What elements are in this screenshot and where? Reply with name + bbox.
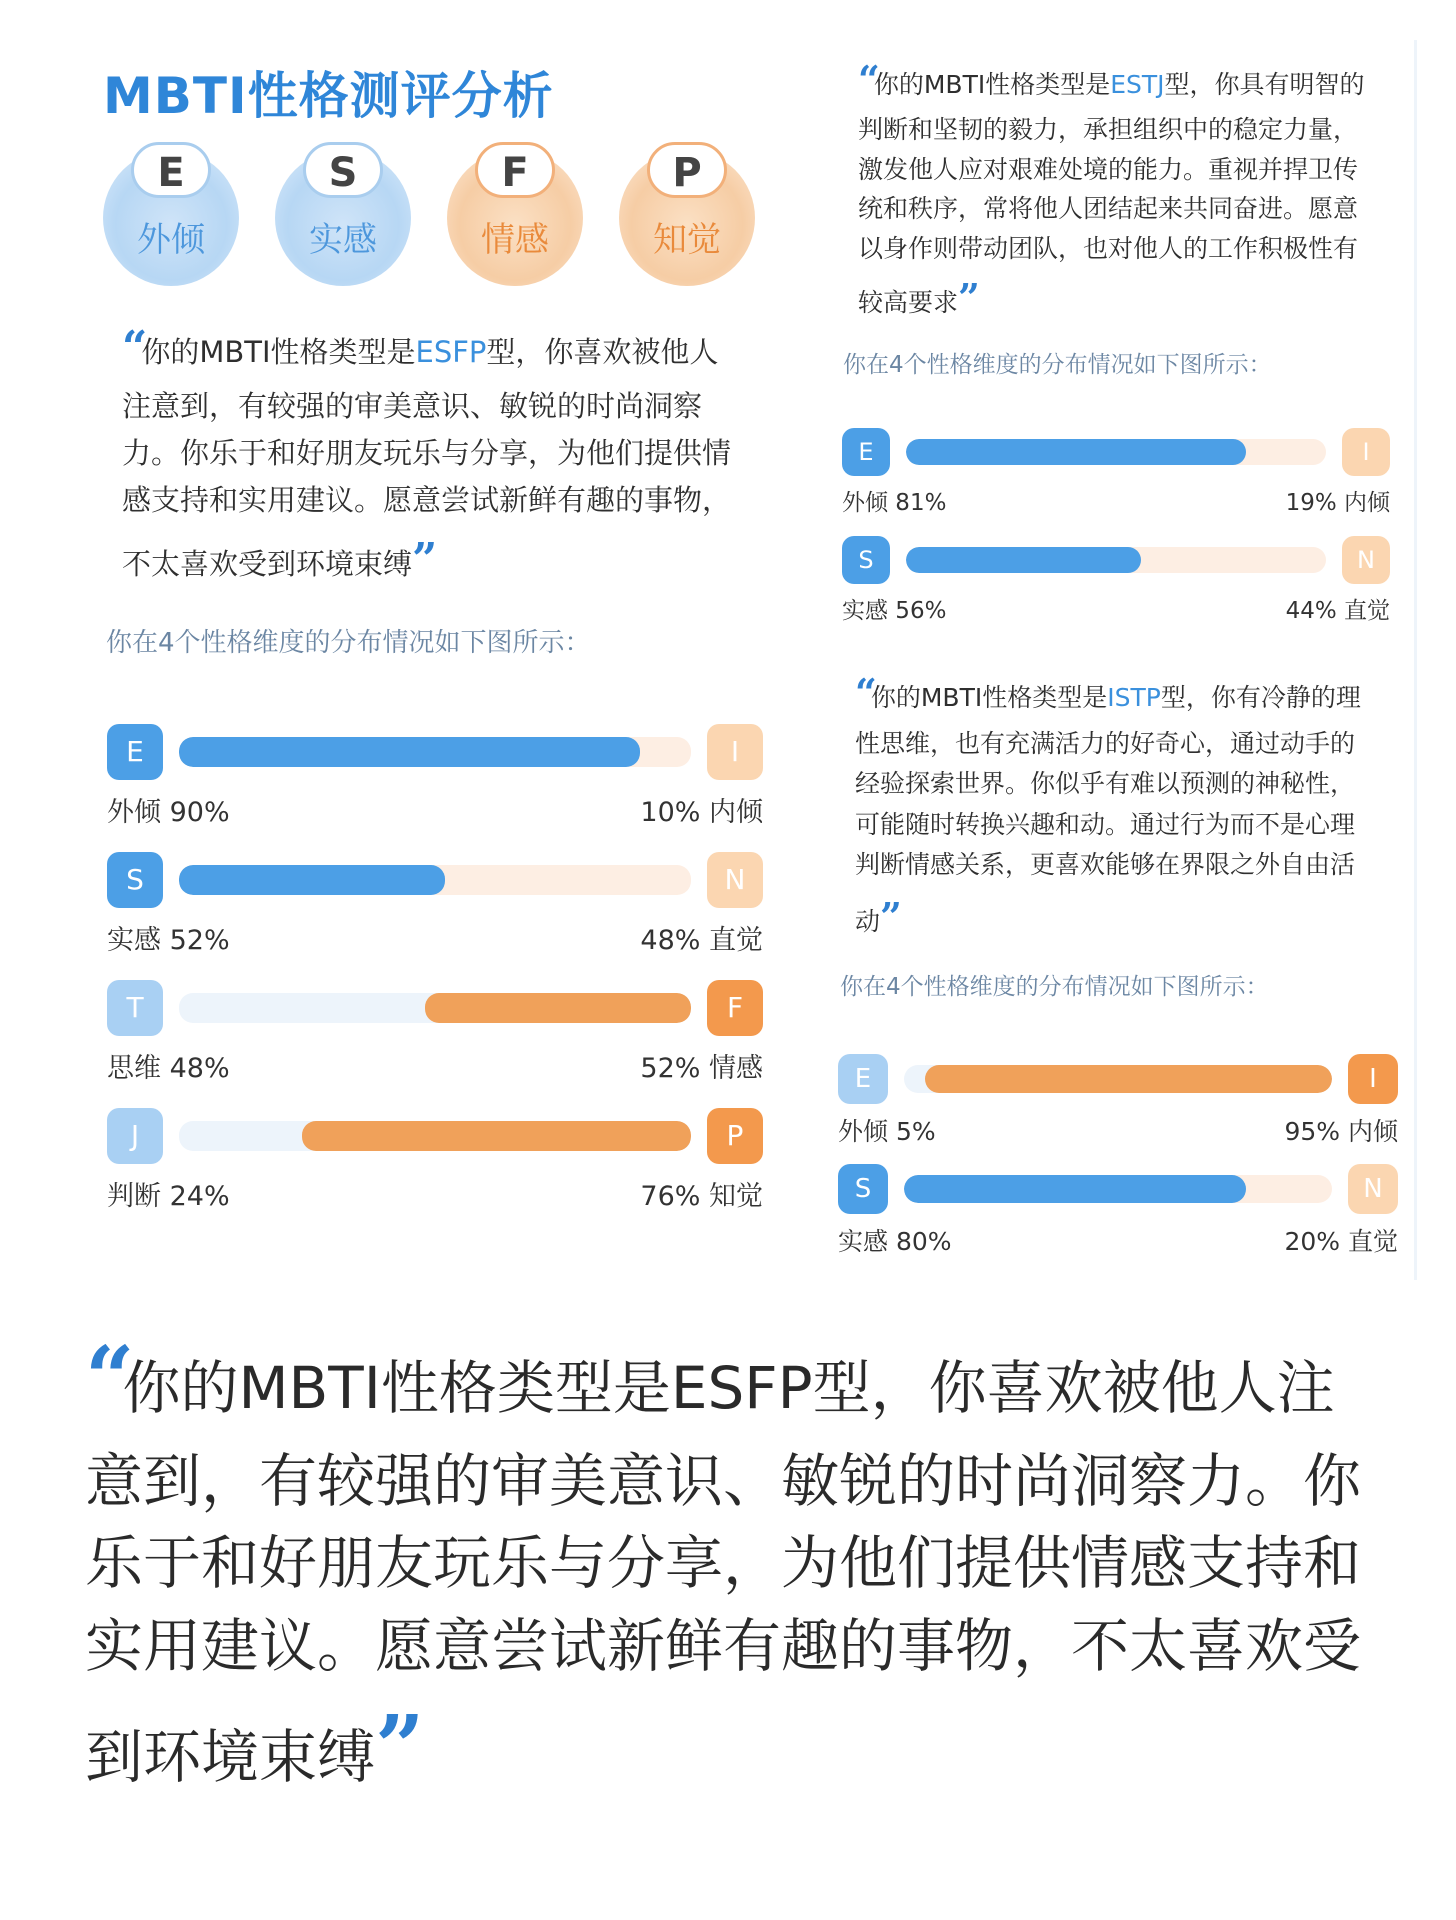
dimension-left-badge: J bbox=[107, 1108, 163, 1164]
right-edge-divider bbox=[1414, 40, 1417, 1280]
close-quote-mark: ” bbox=[412, 534, 432, 586]
dimension-left-label: 外倾 5% bbox=[838, 1117, 936, 1146]
zoomed-quote bbox=[85, 1318, 1385, 1809]
type-word: 外倾 bbox=[137, 220, 205, 260]
dimension-right-label: 44% 直觉 bbox=[1285, 598, 1390, 624]
dimension-right-label: 52% 情感 bbox=[640, 1053, 763, 1084]
open-quote-mark: “ bbox=[122, 322, 142, 373]
quote-text: 型，你喜欢被他人注意到，有较强的审美意识、敏锐的时尚洞察力。你乐于和好朋友玩乐与分享，为他们提供情感支持和实用建议。愿意尝试新鲜有趣的事物，不太喜欢受到环境束缚 bbox=[85, 1354, 1362, 1792]
dimension-left-label: 判断 24% bbox=[107, 1181, 230, 1212]
dimension-track bbox=[179, 1121, 691, 1151]
right-top-subtitle: 你在4个性格维度的分布情况如下图所示： bbox=[843, 352, 1272, 378]
close-quote-mark: ” bbox=[880, 893, 896, 939]
dimension-left-label: 思维 48% bbox=[107, 1053, 230, 1084]
type-word: 情感 bbox=[481, 220, 549, 260]
close-quote-mark: ” bbox=[958, 275, 974, 321]
right-bottom-subtitle: 你在4个性格维度的分布情况如下图所示： bbox=[840, 974, 1269, 1000]
quote-text: 型，你有冷静的理性思维，也有充满活力的好奇心，通过动手的经验探索世界。你似乎有难以预测的神秘性，可能随时转换兴趣和动。通过行为而不是心理判断情感关系，更喜欢能够在界限之外自由活动 bbox=[855, 683, 1361, 936]
quote-type: ESFP bbox=[415, 335, 487, 369]
quote-prefix: 你的MBTI性格类型是 bbox=[873, 70, 1111, 99]
dimension-left-label: 外倾 90% bbox=[107, 797, 230, 828]
right-top-quote bbox=[858, 50, 1373, 328]
dimension-fill bbox=[904, 1175, 1246, 1203]
dimension-fill bbox=[925, 1065, 1332, 1093]
dimension-left-badge: T bbox=[107, 980, 163, 1036]
dimension-right-badge: F bbox=[707, 980, 763, 1036]
dimension-right-label: 10% 内倾 bbox=[640, 797, 763, 828]
dimension-fill bbox=[302, 1121, 691, 1151]
dimension-track bbox=[179, 737, 691, 767]
type-circle-s bbox=[275, 150, 411, 286]
dimension-left-badge: S bbox=[107, 852, 163, 908]
dimension-right-label: 48% 直觉 bbox=[640, 925, 763, 956]
type-letter: S bbox=[303, 142, 383, 198]
quote-text: 型，你具有明智的判断和坚韧的毅力，承担组织中的稳定力量，激发他人应对艰难处境的能力。重视并捍卫传统和秩序，常将他人团结起来共同奋进。愿意以身作则带动团队，也对他人的工作积极性有较高要求 bbox=[858, 70, 1365, 318]
left-quote bbox=[122, 312, 742, 595]
open-quote-mark: “ bbox=[85, 1328, 123, 1429]
type-word: 实感 bbox=[309, 220, 377, 260]
type-circle-p bbox=[619, 150, 755, 286]
dimension-track bbox=[906, 547, 1326, 573]
type-circle-f bbox=[447, 150, 583, 286]
page-title: MBTI性格测评分析 bbox=[103, 67, 554, 125]
dimension-right-badge: I bbox=[1342, 428, 1390, 476]
dimension-right-label: 76% 知觉 bbox=[640, 1181, 763, 1212]
type-circle-e bbox=[103, 150, 239, 286]
quote-type: ESFP bbox=[670, 1354, 813, 1422]
dimension-left-label: 实感 56% bbox=[842, 598, 947, 624]
dimension-track bbox=[906, 439, 1326, 465]
dimension-fill bbox=[906, 547, 1141, 573]
right-bottom-quote bbox=[855, 662, 1375, 947]
dimension-right-badge: N bbox=[707, 852, 763, 908]
dimension-right-label: 95% 内倾 bbox=[1284, 1117, 1398, 1146]
dimension-left-label: 外倾 81% bbox=[842, 490, 947, 516]
dimension-track bbox=[179, 993, 691, 1023]
dimension-fill bbox=[425, 993, 691, 1023]
dimension-left-badge: S bbox=[838, 1164, 888, 1214]
open-quote-mark: “ bbox=[858, 57, 874, 102]
quote-prefix: 你的MBTI性格类型是 bbox=[141, 335, 416, 369]
dimension-track bbox=[904, 1175, 1332, 1203]
dimension-fill bbox=[906, 439, 1246, 465]
dimension-right-badge: P bbox=[707, 1108, 763, 1164]
dimension-left-badge: E bbox=[107, 724, 163, 780]
type-word: 知觉 bbox=[653, 220, 721, 260]
dimension-left-badge: S bbox=[842, 536, 890, 584]
type-letter: E bbox=[131, 142, 211, 198]
dimension-left-label: 实感 52% bbox=[107, 925, 230, 956]
dimension-right-badge: I bbox=[707, 724, 763, 780]
left-subtitle: 你在4个性格维度的分布情况如下图所示： bbox=[106, 628, 591, 658]
dimension-fill bbox=[179, 865, 445, 895]
dimension-left-badge: E bbox=[842, 428, 890, 476]
close-quote-mark: ” bbox=[375, 1697, 413, 1799]
dimension-track bbox=[904, 1065, 1332, 1093]
quote-type: ISTP bbox=[1107, 683, 1161, 712]
dimension-right-badge: N bbox=[1342, 536, 1390, 584]
quote-prefix: 你的MBTI性格类型是 bbox=[122, 1354, 671, 1422]
dimension-fill bbox=[179, 737, 640, 767]
dimension-right-label: 19% 内倾 bbox=[1285, 490, 1390, 516]
dimension-track bbox=[179, 865, 691, 895]
quote-type: ESTJ bbox=[1110, 70, 1165, 99]
type-letter: P bbox=[647, 142, 727, 198]
quote-text: 型，你喜欢被他人注意到，有较强的审美意识、敏锐的时尚洞察力。你乐于和好朋友玩乐与分享，为他们提供情感支持和实用建议。愿意尝试新鲜有趣的事物，不太喜欢受到环境束缚 bbox=[122, 335, 732, 582]
dimension-right-label: 20% 直觉 bbox=[1284, 1227, 1398, 1256]
dimension-right-badge: N bbox=[1348, 1164, 1398, 1214]
dimension-left-label: 实感 80% bbox=[838, 1227, 952, 1256]
dimension-right-badge: I bbox=[1348, 1054, 1398, 1104]
dimension-left-badge: E bbox=[838, 1054, 888, 1104]
type-letter: F bbox=[475, 142, 555, 198]
quote-prefix: 你的MBTI性格类型是 bbox=[870, 683, 1108, 712]
open-quote-mark: “ bbox=[855, 670, 871, 715]
